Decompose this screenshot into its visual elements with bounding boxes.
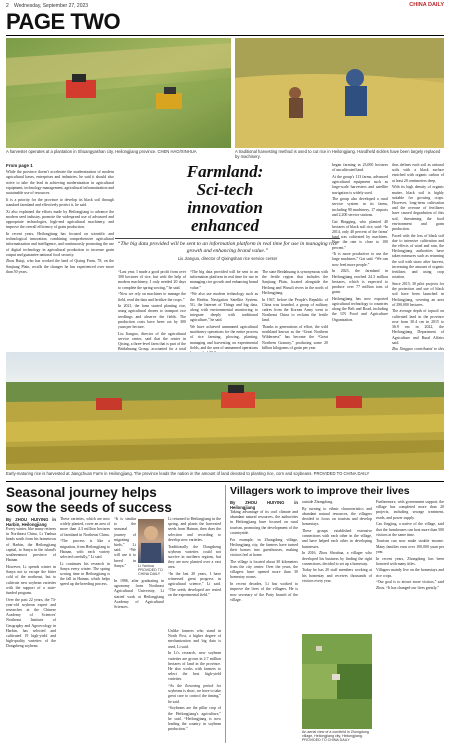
villagers-headline: Villagers work to improve their lives [230,485,410,497]
seasonal-paragraph: “Soybeans are the pillar crop of the Heilongjiang's agriculture,” he said. “Heilongjiang is now leading the country in soybean production.” [168,706,221,732]
farmland-paragraph: The state Beidahuang is synonymous with the fertile region that includes the Sanjiang Plain, located alongside the Heilong and Wusuli rivers in the north of Heilongjiang. [262,270,328,295]
rice-harvest-illustration [235,38,444,148]
villagers-paragraph: outside Zhongdong. [302,500,334,504]
villagers-column-3 [376,500,444,743]
farmland-paragraph: In 2021, the farm started planting rice, using agricultural drones to transport rice seedlings and observe the fields. The production costs have been cut by 300 yuan per hectare. [118,304,186,330]
villagers-byline: By ZHOU HUIYING in Heilongjiang [230,500,298,510]
seasonal-column-1 [6,517,56,743]
sickle-photo-caption: A traditional harvesting method is used to cut rice in Heilongjiang. Handheld sickles have been largely replaced by machinery. [235,149,441,159]
harvester-photo-caption: A harvester operates at a plantation in Shuangyashan city, Heilongjiang province. CHEN HAO/XINHUA [6,149,197,154]
seasonal-headline-line-2: sow the seeds of success [6,500,172,515]
villagers-column-2 [302,500,372,630]
farmland-paragraph: In 1947, before the People's Republic of China was founded, a group of military cadres from the Korean Army went to Northeast China to reclaim the fertile land. [262,297,328,323]
villagers-paragraph: These groups established extensive connections with each other in the village, and have helped each other in developing businesses. [302,529,372,549]
farmland-paragraph: The average depth of topsoil on cultivated land in the province rose from 30.4 cm in 2015 to 36.9 cm in 2022, the Heilongjiang Department of Agriculture and Rural Affairs said. [392,309,444,345]
farmland-column-5 [332,163,388,348]
seasonal-paragraph: However, Li spends winter in Sanya not to escape the bitter cold of the northeast, but to cultivate new soybean varieties with the support of a state-funded program. [6,564,56,595]
sickle-harvest-photo [235,38,444,148]
farmland-column-2 [118,270,186,352]
middle-rule [6,481,444,482]
seasonal-paragraph: Li continues his research in Sanya every winter. The spring sowing time in Heilongjiang is the fall in Hainan, which helps speed up the breeding process. [60,561,110,587]
farmland-headline [120,163,330,235]
farmland-paragraph: began farming in 23,000 hectares of uncultivated land. [332,163,388,173]
seasonal-headline [6,485,221,515]
farmland-paragraph: Zhu Xingguo contributed to this [392,347,444,352]
pull-quote-block [115,238,340,261]
farmland-paragraph: Thanks to generations of effort, the wild northland known as the “Great Northern Wilderness” has become the “Great Northern Granary,” producing some 20 billion kilograms of grain per year. [262,325,328,350]
farmland-paragraph: We have achieved unmanned agricultural machinery operations for the entire process of rice farming, plowing, planting, managing and harvesting on experimental fields, and the area of unmanned operations [190,325,258,350]
villagers-paragraph: The village is located about 30 kilometers from the city center. Over the years, the villagers have opened more than 30 homestay rooms. [230,559,298,580]
villagers-paragraph: Villagers mainly live on the homestays and rice crops. [376,568,444,578]
farmland-paragraph: The group also developed a rural service system in its farms, including 90 machinery, 17 airports and 2,200 service stations. [332,197,388,217]
seasonal-byline: By ZHOU HUIYING in Harbin, Heilongjiang [6,517,56,527]
seasonal-paragraph: Over the past 22 years, the 74-year-old soybean expert and researcher at the Chinese Academy of Sciences' Northeast Institute of Geography and Agroecology in Harbin, has selected and cultivated 19 high-yield and high-quality varieties of the Dongsheng soybean. [6,597,56,649]
seasonal-paragraph: Traditionally the Dongsheng soybean varieties could not survive in northern regions, but they are now planted over a vast area. [168,544,221,570]
seasonal-paragraph: Unlike farmers who stand in North Post, a higher degree of mechanization and big data is used, Li said. [168,629,221,649]
farmland-paragraph: “Last year, I made a good profit from over 300 hectares of rice, but with the help of modern machinery, I only needed 20 days to complete the spring sowing,” he said. [118,270,186,290]
seasonal-paragraph: These varieties, which are now widely planted, cover an area of more than 4.3 million hectares of farmland in Northeast China. [60,517,110,537]
seasonal-paragraph: Li returned to Heilongjiang in the spring, and plants the harvested seeds from Hainan, then does the selection and recording to develop new varieties. [168,517,221,542]
seasonal-paragraph: “The process is like a migration, from Heilongjiang to Hainan, with each variety selected carefully,” Li said. [60,539,110,559]
issue-date: Wednesday, September 27, 2023 [14,3,89,9]
seasonal-story [6,517,221,743]
farmland-paragraph: Gai Bingqing, who planted 40 hectares of black soil rice, said: “In 2014, only 40 percent of the farms' land was cultivated by machines. Now the rate is close to 100 percent.” [332,219,388,250]
villagers-paragraph: Cao Jingjing, a native of the village, said that the farmhouses can host more than 500 visitors at the same time. [376,522,444,537]
seasonal-paragraph: In 1986, after graduating in agronomy from Northeast Agricultural University, Li started work at Heilongjiang Academy of Agricultural Sciences. [114,579,164,610]
cornfield-illustration [302,634,372,729]
seasonal-column-3-top [114,517,136,577]
portrait-illustration [138,519,164,563]
farmland-paragraph: Zhou Ruiqi, who has worked the land of Qixing Farm, 78, on the Sanjiang Plain, recalls the changes he has experienced over more than 50 years. [6,259,114,274]
farmland-paragraph: Faced with the loss of black soil due to intensive cultivation and the effects of wind and rain, the Heilongjiang authorities have taken measures such as returning the soil with straw after harvest, increasing the amount of organic fertilizer, and using crop rotation. [392,233,444,280]
farmland-column-6 [392,163,444,352]
harvester-photo [6,38,231,148]
farmland-column-4 [262,270,328,348]
seasonal-paragraph: In Li's research, new soybean varieties are grown in 2.7 million hectares of land in the province. He also works with farmers to select the best high-yield varieties. [168,651,221,682]
rice-field-caption: Early-maturing rice is harvested at Jiangchuan Farm in Heilongjiang. The province leads the nation in the amount of land devoted to planting rice, corn and soybeans. PROVIDED TO CHINA DAILY [6,471,370,476]
farmland-column-3 [190,270,258,348]
farmland-headline-line-1: Farmland: [186,162,264,181]
seasonal-column-2 [60,517,110,743]
page-number: 2 [6,3,9,9]
farmland-column-1 [6,163,114,348]
rice-field-photo [6,352,444,470]
villagers-paragraph: Furthermore, with government support, the village has completed more than 20 projects, including sewage treatment, roads, and power supply. [376,500,444,520]
seasonal-paragraph: Every winter, like many retirees in Northeast China, Li Yanhua heads south from his hometown of Harbin, the Heilongjiang capital, to Sanya in the island's southernmost province of Hainan. [6,527,56,563]
farmland-headline-line-3: innovation [187,198,263,217]
farmland-paragraph: “We also use modern technology such as the Beidou Navigation Satellite System, 5G, the Internet of Things and big data, along with environmental monitoring to integrate deeply with traditional agriculture,” he said. [190,292,258,323]
cornfield-caption: An aerial view of a cornfield in Zhongdong village, Heilongjiang city, Heilongjiang. PROVIDED TO CHINA DAILY [302,730,369,743]
farmland-paragraph: In recent years, Heilongjiang has focused on scientific and technological innovation, combining comprehensive agricultural informatization and intelligence, and continuously promoting the use of digital technology in agricultural production to increase grain output and guarantee national food security. [6,231,114,257]
seasonal-paragraph: “As the flowering period for soybeans is short, we have to take great care to control the timing,” he said. [168,684,221,704]
seasonal-headline-line-1: Seasonal journey helps [6,485,157,500]
farmland-paragraph: Heilongjiang has now exported agricultural technology to countries along the Belt and Road, including the UN Food and Agriculture Organization. [332,296,388,322]
farmland-paragraph: “The big data provided will be sent to an information platform in real time for use in managing rice growth and enhancing brand value.” [190,270,258,290]
harvester-illustration [6,38,231,148]
from-page-label: From page 1 [6,163,33,168]
seasonal-column-4 [168,517,221,627]
farmland-headline-line-4: enhanced [191,216,259,235]
villagers-paragraph: In recent years, Zhongdong has been honored with many titles. [376,556,444,566]
farmland-paragraph: Since 2015, 30 pilot projects for the protection and use of black soil have been launched in Heilongjiang, covering an area of 290,000 hectares. [392,281,444,307]
pull-quote: “The big data provided will be sent to an information platform in real time for use in managing rice growth and enhancing brand value.” [117,241,338,254]
cornfield-aerial-photo [302,634,372,729]
column-divider [225,485,226,743]
farmland-headline-line-2: Sci-tech [196,180,254,199]
farmland-paragraph: In 2023, the farmland in Heilongjiang reached 24.3 million hectares, which is expected to produce over 77 million tons of grain. [332,269,388,295]
rice-field-illustration [6,352,444,470]
farmland-paragraph: “Now we rely on machines to manage the field, read the data and fertilize the crops.” [118,292,186,302]
villagers-column-1 [230,500,298,743]
newspaper-brand: CHINA DAILY [409,2,444,8]
farmland-paragraph: It is a priority for the province to develop its black soil through standard farmland and effectively protect it, he said. [6,197,114,207]
farmland-paragraph: Xi also explained the efforts made by Heilongjiang to advance the modern seed industry, promote the widespread use of advanced and appropriate technologies, high-end agricultural machinery, and improve the overall efficiency of grain production. [6,209,114,230]
seasonal-column-3-bottom [114,579,164,743]
farmland-paragraph: With its high density of organic matter, black soil is highly suitable for growing crops. However, long-term cultivation and the overuse of fertilizers have caused degradation of this soil, threatening the food environment and grain production. [392,185,444,231]
villagers-paragraph: Tourism can now make sizable income. Many families earn over 100,000 yuan per year. [376,539,444,554]
seasonal-column-3 [114,517,164,743]
farmland-paragraph: “It is more productive to use the large machines,” Gai said. “We can now feed more people.” [332,252,388,267]
section-title: PAGE TWO [6,9,121,34]
quote-rule-top [115,238,340,239]
villagers-paragraph: “Our goal is to attract more visitors,” said Zhou. “It has changed our lives greatly.” [376,580,444,590]
villagers-paragraph: For example, in Zhongdong village, Heilongjiang city, the farmers have turned their homes into guesthouses, making visitors feel at home. [230,537,298,558]
farmland-paragraph: At the group's 113 farms, advanced agricultural equipment such as large-scale harvesters and satellite navigation is widely used. [332,174,388,195]
villagers-paragraph: In recent decades, Li has worked to improve the lives of the villagers. He is now secretary of the Party branch of the village. [230,582,298,602]
villagers-paragraph: Taking advantage of its cool climate and abundant natural resources, the authorities in Heilongjiang have focused on rural tourism, promoting the development of the countryside. [230,510,298,535]
villagers-paragraph: By turning to ethnic characteristics and abundant natural resources, the villagers decided to focus on tourism and develop homestays. [302,506,372,527]
seasonal-paragraph: “In the last 20 years, I have witnessed great progress in agricultural science,” Li said. “The seeds developed are tested on the experimental field.” [168,572,221,597]
section-rule [6,35,444,36]
villagers-paragraph: Today he has 20 staff members working at his homestay and receives thousands of visitors every year. [302,568,372,583]
farmland-paragraph: While the province doesn't accelerate the modernization of modern agricultural bases, enterprises and industries, he said it should also strive to take the lead in achieving modernization in agricultural equipment, technology management, agricultural informatization and sustainable use of resources. [6,170,114,196]
seasonal-column-5 [168,629,221,743]
li-yanhua-portrait [138,519,164,563]
farmland-paragraph: thus defines each soil as rational soils with a black surface enriched with organic carbon of at least 20 centimeters deep. [392,163,444,183]
portrait-caption: Li Yanhua PROVIDED TO CHINA DAILY [138,564,163,577]
quote-attribution: Liu Jianguo, director of Qixingshan rice service center [177,256,278,261]
seasonal-paragraph: “It is similar to the seasonal journey of migrating birds,” Li said. “We will use it to breed in Sanya.” [114,517,136,568]
farmland-paragraph: Liu Jianguo, director of the agricultural service center, said that the center in Qixing, a three-level farm that is part of the Beidahuang Group, accounted for a total [118,331,186,352]
villagers-paragraph: In 2016, Zhou Shouhua, a villager who developed his business by finding the right connections, decided to set up a homestay. [302,551,372,566]
